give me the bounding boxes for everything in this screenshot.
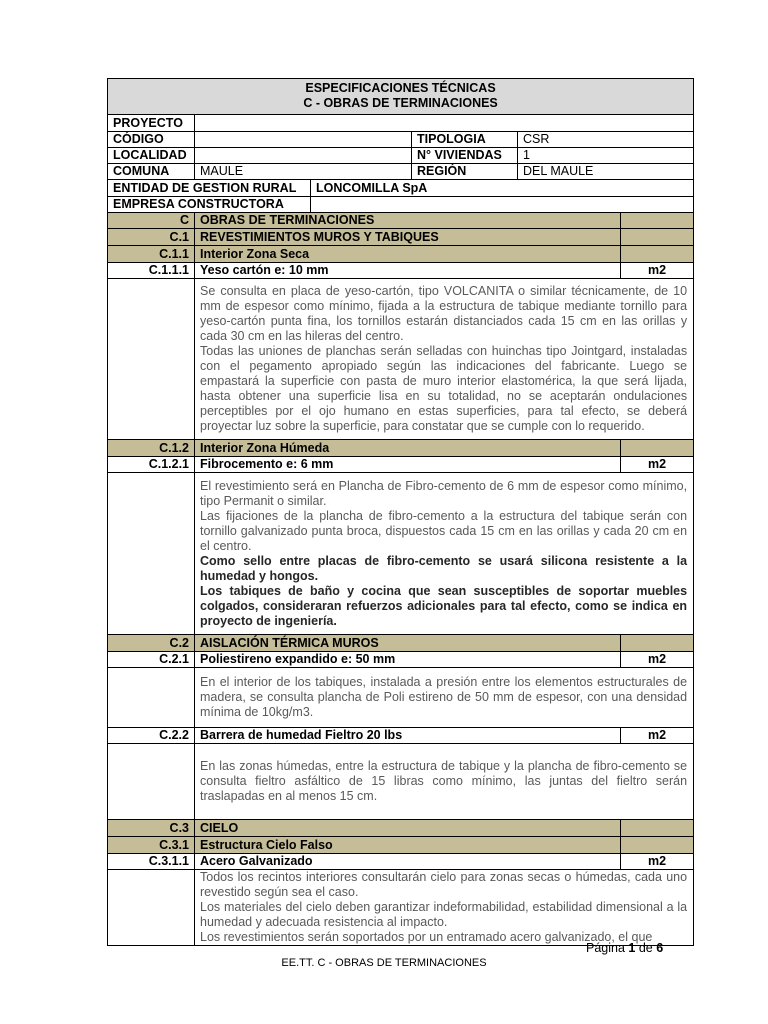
codigo-value [195,132,412,148]
unit-cell [621,440,694,457]
page-current: 1 [628,941,636,955]
unit-cell [621,229,694,246]
unit-cell [621,820,694,837]
unit-cell [621,213,694,229]
section-code: C.3.1 [108,837,195,854]
section-code: C.1 [108,229,195,246]
item-row [108,728,694,744]
item-unit: m2 [621,652,694,668]
description-paragraph: Como sello entre placas de fibro-cemento se usará silicona resistente a la humedad y hongos. [200,553,688,583]
section-row [108,229,694,246]
unit-cell [621,246,694,263]
tipologia-value: CSR [518,132,694,148]
section-row [108,635,694,652]
entidad-value: LONCOMILLA SpA [311,180,694,197]
description-code-cell [108,279,195,440]
description-text [195,744,694,820]
item-title: Poliestireno expandido e: 50 mm [195,652,621,668]
item-code: C.2.2 [108,728,195,744]
section-row [108,837,694,854]
title-line-1: ESPECIFICACIONES TÉCNICAS [305,81,496,95]
region-label: REGIÓN [412,164,518,180]
description-row [108,870,694,946]
item-unit: m2 [621,263,694,279]
description-text [195,279,694,440]
unit-cell [621,837,694,854]
item-title: Yeso cartón e: 10 mm [195,263,621,279]
item-row [108,652,694,668]
localidad-label: LOCALIDAD [108,148,195,164]
description-row [108,279,694,440]
section-title: AISLACIÓN TÉRMICA MUROS [195,635,621,652]
spec-table [107,78,694,946]
section-title: Interior Zona Húmeda [195,440,621,457]
section-code: C.2 [108,635,195,652]
section-code: C [108,213,195,229]
description-paragraph: Todas las uniones de planchas serán selladas con huinchas tipo Jointgard, instaladas con el pegamento apropiado según las indicaciones del fabricante. Luego se empastará la superficie con pasta de muro interior elastomérica, la que será lijada, hasta obtener una superficie lisa en su totalidad, no se aceptarán ondulaciones perceptibles por el ojo humano en estas superficies, para tal efecto, se deberá proyectar luz sobre la superficie, para constatar que se cumple con lo requerido. [200,344,688,433]
description-text [195,870,694,946]
page-number [586,941,663,955]
item-title: Acero Galvanizado [195,854,621,870]
section-row [108,820,694,837]
item-row [108,854,694,870]
item-unit: m2 [621,854,694,870]
item-code: C.2.1 [108,652,195,668]
description-row [108,668,694,728]
description-text [195,668,694,728]
comuna-label: COMUNA [108,164,195,180]
description-paragraph: Los materiales del cielo deben garantizar indeformabilidad, estabilidad dimensional a la humedad y adecuada resistencia al impacto. [200,900,688,929]
description-paragraph: Los tabiques de baño y cocina que sean susceptibles de soportar muebles colgados, consideraran refuerzos adicionales para tal efecto, como se indica en proyecto de ingeniería. [200,583,688,628]
comuna-value: MAULE [195,164,412,180]
localidad-value [195,148,412,164]
footer-document-name: EE.TT. C - OBRAS DE TERMINACIONES [281,957,487,969]
description-code-cell [108,473,195,635]
item-code: C.1.1.1 [108,263,195,279]
entidad-label: ENTIDAD DE GESTION RURAL [108,180,311,197]
description-paragraph: En las zonas húmedas, entre la estructura de tabique y la plancha de fibro-cemento se consulta fieltro asfáltico de 15 libras como mínimo, las juntas del fieltro serán traslapadas en al menos 15 cm. [200,759,688,803]
empresa-value [311,197,694,213]
description-paragraph: Los revestimientos serán soportados por un entramado acero galvanizado, el que [200,930,653,944]
section-title: CIELO [195,820,621,837]
document-title [108,79,694,115]
description-paragraph: El revestimiento será en Plancha de Fibro-cemento de 6 mm de espesor como mínimo, tipo Permanit o similar. [200,478,688,508]
unit-cell [621,635,694,652]
viviendas-label: N° VIVIENDAS [412,148,518,164]
section-code: C.1.1 [108,246,195,263]
spec-document [107,78,693,946]
title-line-2: C - OBRAS DE TERMINACIONES [303,96,498,110]
item-code: C.1.2.1 [108,457,195,473]
description-paragraph: Todos los recintos interiores consultarán cielo para zonas secas o húmedas, cada uno revestido según sea el caso. [200,870,688,899]
item-row [108,457,694,473]
section-title: REVESTIMIENTOS MUROS Y TABIQUES [195,229,621,246]
description-code-cell [108,668,195,728]
section-title: Interior Zona Seca [195,246,621,263]
item-unit: m2 [621,457,694,473]
item-title: Fibrocemento e: 6 mm [195,457,621,473]
section-row [108,213,694,229]
proyecto-value [195,115,694,132]
tipologia-label: TIPOLOGIA [412,132,518,148]
section-code: C.1.2 [108,440,195,457]
section-code: C.3 [108,820,195,837]
section-title: Estructura Cielo Falso [195,837,621,854]
viviendas-value: 1 [518,148,694,164]
item-code: C.3.1.1 [108,854,195,870]
description-paragraph: Las fijaciones de la plancha de fibro-cemento a la estructura del tabique serán con tornillo galvanizado punta broca, dispuestos cada 15 cm en las orillas y cada 20 cm en el centro. [200,508,688,553]
item-title: Barrera de humedad Fieltro 20 lbs [195,728,621,744]
page-prefix: Página [586,941,625,955]
description-text [195,473,694,635]
description-paragraph: En el interior de los tabiques, instalada a presión entre los elementos estructurales de madera, se consulta plancha de Poli estireno de 50 mm de espesor, con una densidad mínima de 10kg/m3. [200,675,688,719]
page-total: 6 [656,941,664,955]
description-code-cell [108,870,195,946]
page-of: de [638,941,653,955]
description-row [108,473,694,635]
section-row [108,440,694,457]
empresa-label: EMPRESA CONSTRUCTORA [108,197,311,213]
item-unit: m2 [621,728,694,744]
description-row [108,744,694,820]
description-code-cell [108,744,195,820]
item-row [108,263,694,279]
description-paragraph: Se consulta en placa de yeso-cartón, tipo VOLCANITA o similar técnicamente, de 10 mm de espesor como mínimo, fijada a la estructura de tabique mediante tornillo para yeso-cartón punta fina, los tornillos estarán distanciados cada 15 cm en las orillas y cada 30 cm en las hileras del centro. [200,284,688,343]
proyecto-label: PROYECTO [108,115,195,132]
section-title: OBRAS DE TERMINACIONES [195,213,621,229]
region-value: DEL MAULE [518,164,694,180]
codigo-label: CÓDIGO [108,132,195,148]
section-row [108,246,694,263]
